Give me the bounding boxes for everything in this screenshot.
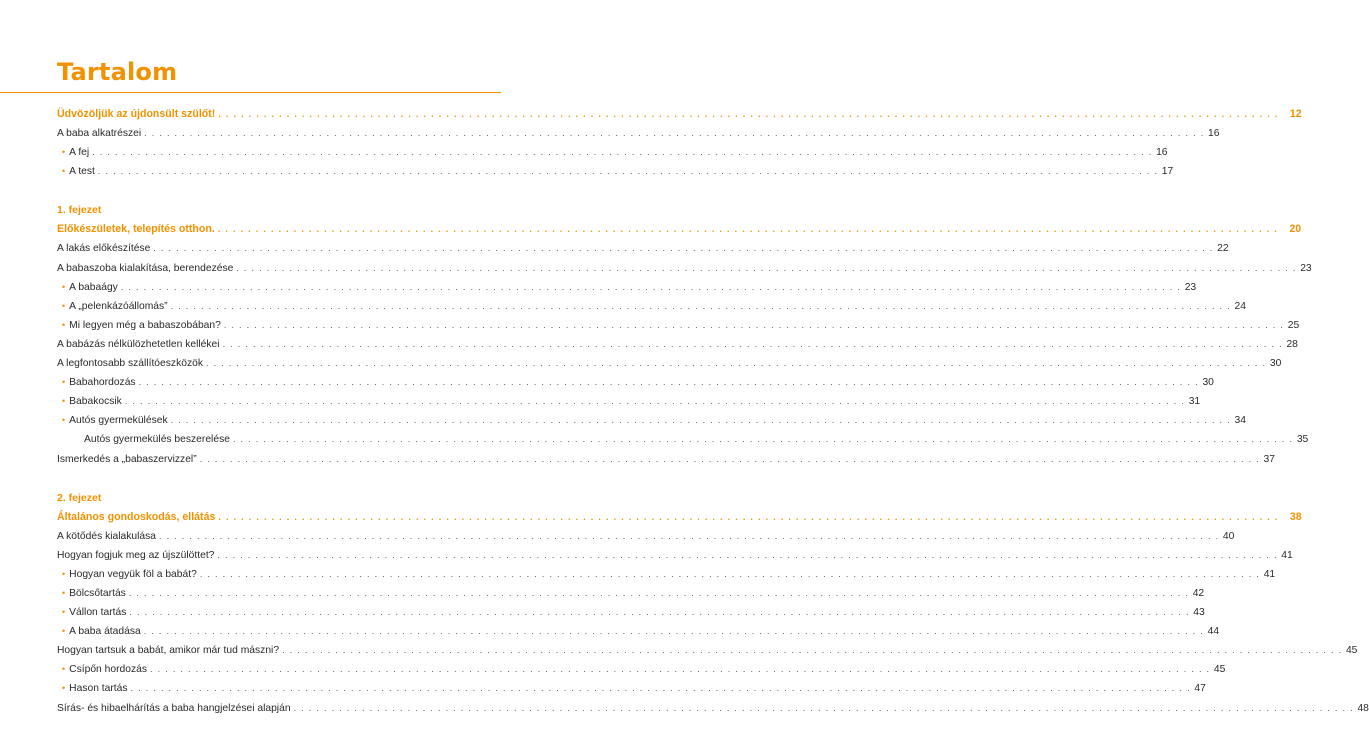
toc-page-number: 34 [1234,415,1246,427]
toc-entry-title [57,162,95,181]
bullet-icon: • [62,300,66,311]
toc-page-number: 28 [1286,338,1298,350]
bullet-icon: • [62,396,66,407]
toc-entry-title [57,641,279,660]
toc-entry[interactable] [57,259,1312,278]
toc-page-number: 45 [1345,645,1358,657]
dot-leader: . . . . . . . . . . . . . . . . . . . . . . . . . . . . . . . . . . . . . . . . . . . . . . . . . . . . . . . . . . . . . . . . . . . . . . . . . . . . . . . . . . . . . . . . . . . . . . . . . . . . . . . . . . . . . . . . . . . . . . . . . . . . . . . . . . . . . . . . . . . . [218,109,1279,119]
toc-page-number: 24 [1234,300,1246,312]
toc-entry-title [57,450,197,469]
page-title: Tartalom [57,58,178,86]
toc-entry-title [57,354,203,373]
toc-page-number: 30 [1269,358,1282,370]
toc-page-number: 23 [1300,262,1312,274]
toc-entry-text: Hogyan vegyük föl a babát? [69,568,197,580]
toc-entry[interactable] [57,546,1293,565]
dot-leader: . . . . . . . . . . . . . . . . . . . . . . . . . . . . . . . . . . . . . . . . . . . . . . . . . . . . . . . . . . . . . . . . . . . . . . . . . . . . . . . . . . . . . . . . . . . . . . . . . . . . . . . . . . . . . . . . . . . . . . . . . . . . . . . . . . . . . . . . . . . . [124,396,1186,407]
dot-leader: . . . . . . . . . . . . . . . . . . . . . . . . . . . . . . . . . . . . . . . . . . . . . . . . . . . . . . . . . . . . . . . . . . . . . . . . . . . . . . . . . . . . . . . . . . . . . . . . . . . . . . . . . . . . . . . . . . . . . . . . . . . . . . . . . . . . . . . . . . . . [282,645,1343,656]
dot-leader: . . . . . . . . . . . . . . . . . . . . . . . . . . . . . . . . . . . . . . . . . . . . . . . . . . . . . . . . . . . . . . . . . . . . . . . . . . . . . . . . . . . . . . . . . . . . . . . . . . . . . . . . . . . . . . . . . . . . . . . . . . . . . . . . . . . . . . . . . . . . [120,281,1182,292]
toc-entry[interactable] [57,278,1197,297]
toc-section [57,201,1312,468]
dot-leader: . . . . . . . . . . . . . . . . . . . . . . . . . . . . . . . . . . . . . . . . . . . . . . . . . . . . . . . . . . . . . . . . . . . . . . . . . . . . . . . . . . . . . . . . . . . . . . . . . . . . . . . . . . . . . . . . . . . . . . . . . . . . . . . . . . . . . . . . . . . . [217,549,1278,560]
toc-entry-title [57,297,168,316]
dot-leader: . . . . . . . . . . . . . . . . . . . . . . . . . . . . . . . . . . . . . . . . . . . . . . . . . . . . . . . . . . . . . . . . . . . . . . . . . . . . . . . . . . . . . . . . . . . . . . . . . . . . . . . . . . . . . . . . . . . . . . . . . . . . . . . . . . . . . . . . . . . . [129,607,1190,618]
bullet-icon: • [62,147,66,158]
toc-page-number: 30 [1202,377,1214,389]
toc-entry-title [57,603,126,622]
toc-entry-title [57,565,197,584]
dot-leader: . . . . . . . . . . . . . . . . . . . . . . . . . . . . . . . . . . . . . . . . . . . . . . . . . . . . . . . . . . . . . . . . . . . . . . . . . . . . . . . . . . . . . . . . . . . . . . . . . . . . . . . . . . . . . . . . . . . . . . . . . . . . . . . . . . . . . . . . . . . . [159,530,1220,541]
toc-entry-text: Csípőn hordozás [69,664,148,676]
toc-entry[interactable] [57,411,1246,430]
bullet-icon: • [62,626,66,637]
toc-page-number: 31 [1188,396,1201,408]
toc-entry[interactable] [57,622,1220,641]
toc-page-number: 44 [1207,626,1220,638]
toc-entry-title [57,259,233,278]
toc-entry[interactable] [57,584,1205,603]
toc-entry-text: A fej [69,147,90,159]
toc-entry-title [57,220,215,239]
dot-leader: . . . . . . . . . . . . . . . . . . . . . . . . . . . . . . . . . . . . . . . . . . . . . . . . . . . . . . . . . . . . . . . . . . . . . . . . . . . . . . . . . . . . . . . . . . . . . . . . . . . . . . . . . . . . . . . . . . . . . . . . . . . . . . . . . . . . . . . . . . . . [170,300,1231,311]
chapter-label: 2. fejezet [57,491,102,504]
bullet-icon: • [62,683,66,694]
toc-entry[interactable] [57,316,1300,335]
toc-entry[interactable] [57,297,1246,316]
toc-entry-text: A legfontosabb szállítóeszközök [57,358,203,370]
dot-leader: . . . . . . . . . . . . . . . . . . . . . . . . . . . . . . . . . . . . . . . . . . . . . . . . . . . . . . . . . . . . . . . . . . . . . . . . . . . . . . . . . . . . . . . . . . . . . . . . . . . . . . . . . . . . . . . . . . . . . . . . . . . . . . . . . . . . . . . . . . . . [130,683,1191,694]
dot-leader: . . . . . . . . . . . . . . . . . . . . . . . . . . . . . . . . . . . . . . . . . . . . . . . . . . . . . . . . . . . . . . . . . . . . . . . . . . . . . . . . . . . . . . . . . . . . . . . . . . . . . . . . . . . . . . . . . . . . . . . . . . . . . . . . . . . . . . . . . . . . [199,568,1261,579]
chapter-label: 1. fejezet [57,204,102,217]
toc-entry-text: Babakocsik [69,396,122,408]
toc-entry-title [57,316,221,335]
toc-page-number: 47 [1194,683,1206,695]
toc-entry[interactable] [57,124,1220,143]
dot-leader: . . . . . . . . . . . . . . . . . . . . . . . . . . . . . . . . . . . . . . . . . . . . . . . . . . . . . . . . . . . . . . . . . . . . . . . . . . . . . . . . . . . . . . . . . . . . . . . . . . . . . . . . . . . . . . . . . . . . . . . . . . . . . . . . . . . . . . . . . . . . [223,319,1285,330]
toc-entry[interactable] [57,162,1174,181]
toc-page-number: 41 [1263,568,1276,580]
toc-page-number: 37 [1263,453,1275,465]
dot-leader: . . . . . . . . . . . . . . . . . . . . . . . . . . . . . . . . . . . . . . . . . . . . . . . . . . . . . . . . . . . . . . . . . . . . . . . . . . . . . . . . . . . . . . . . . . . . . . . . . . . . . . . . . . . . . . . . . . . . . . . . . . . . . . . . . . . . . . . . . . . . [97,166,1159,177]
bullet-icon: • [62,568,66,579]
toc-entry-text: Hogyan tartsuk a babát, amikor már tud mászni? [57,645,280,657]
title-rule [0,92,501,93]
toc-entry-title [57,411,168,430]
toc-section [57,105,1302,181]
dot-leader: . . . . . . . . . . . . . . . . . . . . . . . . . . . . . . . . . . . . . . . . . . . . . . . . . . . . . . . . . . . . . . . . . . . . . . . . . . . . . . . . . . . . . . . . . . . . . . . . . . . . . . . . . . . . . . . . . . . . . . . . . . . . . . . . . . . . . . . . . . . . [218,511,1279,522]
toc-page-number: 38 [1289,510,1302,523]
toc-entry-text: A lakás előkészítése [57,243,151,255]
toc-entry[interactable] [57,430,1309,449]
toc-entry-title [57,105,215,124]
toc-page-number: 41 [1281,549,1293,561]
toc-entry-title [57,584,126,603]
toc-entry-text: A kötődés kialakulása [57,530,157,542]
toc-entry-title [57,622,141,641]
toc-entry-text: A test [69,166,95,178]
toc-page-number: 23 [1184,281,1197,293]
toc-page-number: 40 [1222,530,1235,542]
toc-entry[interactable] [57,527,1235,546]
toc-entry[interactable] [57,641,1358,660]
toc-entry-text: A baba alkatrészei [57,128,142,140]
toc-section [57,489,1369,718]
toc-entry[interactable] [57,239,1229,258]
toc-page-number: 22 [1217,243,1229,255]
toc-entry-title [57,508,215,527]
toc-entry[interactable] [57,354,1282,373]
toc-entry-text: Vállon tartás [69,607,127,619]
toc-entry[interactable] [57,660,1226,679]
toc-page-number: 43 [1193,607,1205,619]
toc-entry-title [57,660,147,679]
dot-leader: . . . . . . . . . . . . . . . . . . . . . . . . . . . . . . . . . . . . . . . . . . . . . . . . . . . . . . . . . . . . . . . . . . . . . . . . . . . . . . . . . . . . . . . . . . . . . . . . . . . . . . . . . . . . . . . . . . . . . . . . . . . . . . . . . . . . . . . . . . . . [170,415,1231,426]
toc-entry[interactable] [57,373,1214,392]
dot-leader: . . . . . . . . . . . . . . . . . . . . . . . . . . . . . . . . . . . . . . . . . . . . . . . . . . . . . . . . . . . . . . . . . . . . . . . . . . . . . . . . . . . . . . . . . . . . . . . . . . . . . . . . . . . . . . . . . . . . . . . . . . . . . . . . . . . . . . . . . . . . [153,243,1214,254]
dot-leader: . . . . . . . . . . . . . . . . . . . . . . . . . . . . . . . . . . . . . . . . . . . . . . . . . . . . . . . . . . . . . . . . . . . . . . . . . . . . . . . . . . . . . . . . . . . . . . . . . . . . . . . . . . . . . . . . . . . . . . . . . . . . . . . . . . . . . . . . . . . . [217,224,1279,235]
toc-entry-title [57,679,128,698]
toc-entry-title [57,546,214,565]
dot-leader: . . . . . . . . . . . . . . . . . . . . . . . . . . . . . . . . . . . . . . . . . . . . . . . . . . . . . . . . . . . . . . . . . . . . . . . . . . . . . . . . . . . . . . . . . . . . . . . . . . . . . . . . . . . . . . . . . . . . . . . . . . . . . . . . . . . . . . . . . . . . [293,702,1354,713]
toc-page-number: 16 [1208,128,1220,140]
toc-page-number: 16 [1156,147,1168,159]
toc-entry-title [57,392,122,411]
dot-leader: . . . . . . . . . . . . . . . . . . . . . . . . . . . . . . . . . . . . . . . . . . . . . . . . . . . . . . . . . . . . . . . . . . . . . . . . . . . . . . . . . . . . . . . . . . . . . . . . . . . . . . . . . . . . . . . . . . . . . . . . . . . . . . . . . . . . . . . . . . . . [199,453,1260,464]
bullet-icon: • [62,664,66,675]
toc-entry[interactable] [57,699,1369,718]
toc-entry-text: Előkészületek, telepítés otthon. [57,223,215,236]
table-of-contents [57,105,1369,738]
toc-entry[interactable] [57,603,1205,622]
toc-page-number: 25 [1287,319,1300,331]
toc-entry-title [57,239,150,258]
toc-entry-text: Hogyan fogjuk meg az újszülöttet? [57,549,215,561]
toc-page-number: 35 [1296,434,1309,446]
toc-entry-title [57,143,89,162]
bullet-icon: • [62,319,66,330]
toc-entry-title [57,278,118,297]
bullet-icon: • [62,166,66,177]
dot-leader: . . . . . . . . . . . . . . . . . . . . . . . . . . . . . . . . . . . . . . . . . . . . . . . . . . . . . . . . . . . . . . . . . . . . . . . . . . . . . . . . . . . . . . . . . . . . . . . . . . . . . . . . . . . . . . . . . . . . . . . . . . . . . . . . . . . . . . . . . . . . [232,434,1294,445]
toc-page-number: 20 [1289,223,1302,236]
toc-entry-title [57,527,156,546]
toc-entry-text: A babaszoba kialakítása, berendezése [57,262,234,274]
toc-entry-text: Autós gyermekülések [69,415,168,427]
dot-leader: . . . . . . . . . . . . . . . . . . . . . . . . . . . . . . . . . . . . . . . . . . . . . . . . . . . . . . . . . . . . . . . . . . . . . . . . . . . . . . . . . . . . . . . . . . . . . . . . . . . . . . . . . . . . . . . . . . . . . . . . . . . . . . . . . . . . . . . . . . . . [236,262,1297,273]
toc-chapter-heading[interactable] [57,105,1302,124]
toc-chapter-heading[interactable] [57,508,1302,527]
toc-entry[interactable] [57,392,1201,411]
toc-entry-title [57,335,220,354]
bullet-icon: • [62,415,66,426]
toc-entry-text: Sírás- és hibaelhárítás a baba hangjelzései alapján [57,702,291,714]
toc-entry-text: Ismerkedés a „babaszervizzel” [57,453,197,465]
bullet-icon: • [62,587,66,598]
toc-page-number: 48 [1357,702,1369,714]
dot-leader: . . . . . . . . . . . . . . . . . . . . . . . . . . . . . . . . . . . . . . . . . . . . . . . . . . . . . . . . . . . . . . . . . . . . . . . . . . . . . . . . . . . . . . . . . . . . . . . . . . . . . . . . . . . . . . . . . . . . . . . . . . . . . . . . . . . . . . . . . . . . [150,664,1211,675]
toc-entry-text: A babázás nélkülözhetetlen kellékei [57,338,220,350]
dot-leader: . . . . . . . . . . . . . . . . . . . . . . . . . . . . . . . . . . . . . . . . . . . . . . . . . . . . . . . . . . . . . . . . . . . . . . . . . . . . . . . . . . . . . . . . . . . . . . . . . . . . . . . . . . . . . . . . . . . . . . . . . . . . . . . . . . . . . . . . . . . . [138,377,1199,388]
toc-entry-title [57,124,141,143]
toc-entry[interactable] [57,450,1275,469]
toc-entry-text: A „pelenkázóállomás” [69,300,168,312]
dot-leader: . . . . . . . . . . . . . . . . . . . . . . . . . . . . . . . . . . . . . . . . . . . . . . . . . . . . . . . . . . . . . . . . . . . . . . . . . . . . . . . . . . . . . . . . . . . . . . . . . . . . . . . . . . . . . . . . . . . . . . . . . . . . . . . . . . . . . . . . . . . . [222,338,1283,349]
bullet-icon: • [62,281,66,292]
toc-chapter-heading[interactable] [57,220,1302,239]
toc-entry-text: Általános gondoskodás, ellátás [57,510,216,523]
toc-entry-text: Hason tartás [69,683,128,695]
toc-page-number: 45 [1213,664,1226,676]
toc-entry-text: Mi legyen még a babaszobában? [69,319,221,331]
toc-page-number: 12 [1289,108,1302,120]
dot-leader: . . . . . . . . . . . . . . . . . . . . . . . . . . . . . . . . . . . . . . . . . . . . . . . . . . . . . . . . . . . . . . . . . . . . . . . . . . . . . . . . . . . . . . . . . . . . . . . . . . . . . . . . . . . . . . . . . . . . . . . . . . . . . . . . . . . . . . . . . . . . [144,128,1205,139]
toc-page-number: 42 [1192,587,1205,599]
dot-leader: . . . . . . . . . . . . . . . . . . . . . . . . . . . . . . . . . . . . . . . . . . . . . . . . . . . . . . . . . . . . . . . . . . . . . . . . . . . . . . . . . . . . . . . . . . . . . . . . . . . . . . . . . . . . . . . . . . . . . . . . . . . . . . . . . . . . . . . . . . . . [143,626,1205,637]
toc-entry-text: Bölcsőtartás [69,587,126,599]
toc-entry-text: A baba átadása [69,626,141,638]
dot-leader: . . . . . . . . . . . . . . . . . . . . . . . . . . . . . . . . . . . . . . . . . . . . . . . . . . . . . . . . . . . . . . . . . . . . . . . . . . . . . . . . . . . . . . . . . . . . . . . . . . . . . . . . . . . . . . . . . . . . . . . . . . . . . . . . . . . . . . . . . . . . [92,147,1153,158]
toc-entry[interactable] [57,143,1168,162]
toc-entry-text: Üdvözöljük az újdonsült szülőt! [57,108,216,120]
toc-entry-text: A babaágy [69,281,118,293]
toc-entry-text: Autós gyermekülés beszerelése [84,434,230,446]
toc-entry[interactable] [57,565,1276,584]
toc-page-number: 17 [1161,166,1174,178]
dot-leader: . . . . . . . . . . . . . . . . . . . . . . . . . . . . . . . . . . . . . . . . . . . . . . . . . . . . . . . . . . . . . . . . . . . . . . . . . . . . . . . . . . . . . . . . . . . . . . . . . . . . . . . . . . . . . . . . . . . . . . . . . . . . . . . . . . . . . . . . . . . . [205,358,1267,369]
dot-leader: . . . . . . . . . . . . . . . . . . . . . . . . . . . . . . . . . . . . . . . . . . . . . . . . . . . . . . . . . . . . . . . . . . . . . . . . . . . . . . . . . . . . . . . . . . . . . . . . . . . . . . . . . . . . . . . . . . . . . . . . . . . . . . . . . . . . . . . . . . . . [128,587,1190,598]
bullet-icon: • [62,377,66,388]
bullet-icon: • [62,607,66,618]
toc-entry-title [57,699,291,718]
toc-entry-title [57,430,230,449]
toc-entry-title [57,373,136,392]
toc-entry[interactable] [57,335,1298,354]
toc-entry[interactable] [57,679,1206,698]
toc-entry-text: Babahordozás [69,377,136,389]
